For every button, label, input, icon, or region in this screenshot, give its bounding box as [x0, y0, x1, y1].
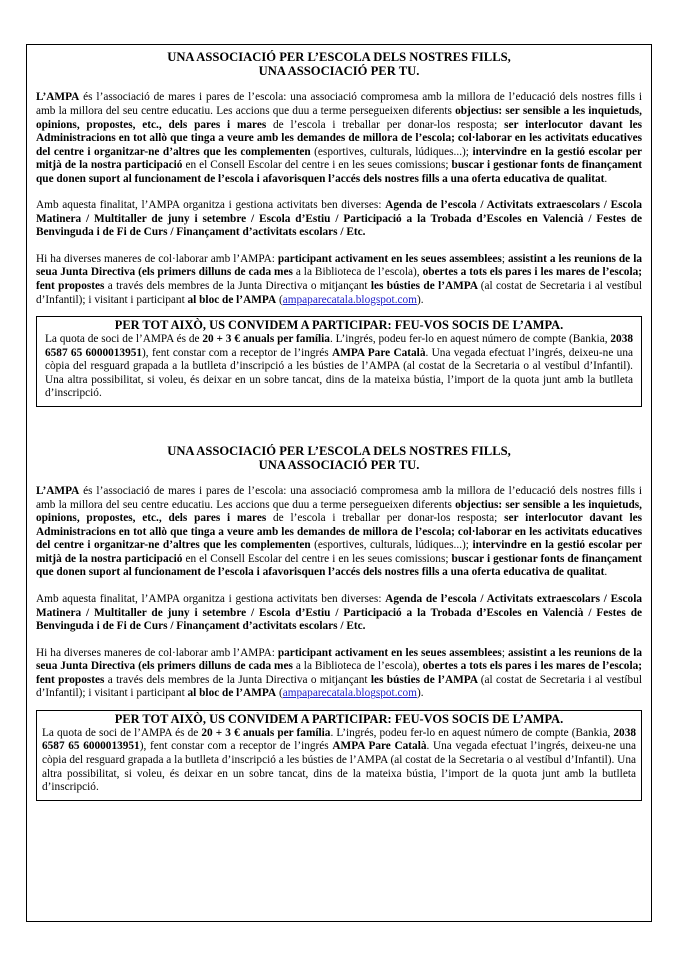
bold-text-run: 20 + 3 € anuals per família [202, 333, 330, 346]
bold-text-run: AMPA Pare Català [332, 740, 427, 753]
text-run: Hi ha diverses maneres de col·laborar amb l’AMPA: [36, 252, 278, 265]
text-run: ), fent constar com a receptor de l’ingrés [139, 740, 333, 753]
bold-text-run: participant activament en les seues assemblees [277, 646, 502, 659]
text-run: de l’escola i treballar per donar-los resposta; [273, 512, 505, 525]
bold-text-run: obertes a tots els pares i les mares de l’escola; fent propostes [36, 266, 643, 292]
text-run: . [604, 566, 608, 579]
text-run: Amb aquesta finalitat, l’AMPA organitza i gestiona activitats ben diverses: [36, 199, 386, 212]
bold-text-run: intervindre en la gestió escolar per mitjà de la nostra participació [36, 145, 642, 172]
bold-text-run: les bústies de l’AMPA [370, 673, 481, 686]
bold-text-run: assistint a les reunions de la seua Junta Directiva (els primers dilluns de cada mes [36, 252, 642, 279]
text-run: La quota de soci de l’AMPA és de [42, 726, 202, 739]
bold-text-run: objectius: ser sensible a les inquietuds, opinions, propostes, etc., dels pares i mares [36, 498, 642, 525]
section-title-line-2: UNA ASSOCIACIÓ PER TU. [258, 64, 420, 79]
bold-text-run: al bloc de l’AMPA [187, 687, 277, 700]
text-run: ). [416, 293, 424, 306]
bold-text-run: ser interlocutor davant les Administracions en tot allò que tinga a veure amb les demandes de millora de l’escola; col·laborar en les activitats educatives del centre i organitzar-ne d’altres que les complementen [36, 512, 642, 552]
text-run: és l’associació de mares i pares de l’escola: una associació compromesa amb la millora de l’educació dels nostres fills i amb la millora del seu centre educatiu. Les accions que duu a terme persegueixen diferents [36, 91, 642, 117]
section-title-line-2: UNA ASSOCIACIÓ PER TU. [258, 458, 420, 472]
text-run: és l’associació de mares i pares de l’escola: una associació compromesa amb la millora de l’educació dels nostres fills i amb la millora del seu centre educatiu. Les accions que duu a terme persegueixen diferents [36, 485, 642, 511]
text-run: (al costat de Secretaria i al vestíbul d’Infantil); i visitant i participant [36, 279, 642, 306]
bold-text-run: L’AMPA [36, 485, 80, 498]
text-run: (esportives, culturals, lúdiques...); [314, 145, 473, 158]
membership-invite-heading: PER TOT AIXÒ, US CONVIDEM A PARTICIPAR: FEU-VOS SOCIS DE L’AMPA. [114, 318, 564, 333]
page-border-frame [26, 44, 652, 922]
membership-invite-box [36, 710, 642, 801]
bold-text-run: assistint a les reunions de la seua Junta Directiva (els primers dilluns de cada mes [36, 646, 642, 673]
bold-text-run: les bústies de l’AMPA [370, 279, 481, 292]
text-run: . Una vegada efectuat l’ingrés, deixeu-ne una còpia del resguard grapada a la butlleta d’inscripció a les bústies de l’AMPA (al costat de la Secretaria o al vestíbul d’Infantil). Una altra possibilitat, si voleu, és deixar en un sobre tancat, dins de la mateixa bústia, l’import de la quota junt amb la butlleta d’inscripció. [45, 346, 633, 400]
bold-text-run: Agenda de l’escola / Activitats extraescolars / Escola Matinera / Multitaller de juny i setembre / Escola d’Estiu / Participació a la Trobada d’Escoles en Valencià / Festes de Benvinguda i de Fi de Curs / Finançament d’activitats escolars / Etc. [36, 199, 642, 239]
text-run: a la Biblioteca de l’escola), [295, 660, 423, 673]
bold-text-run: 2038 6587 65 6000013951 [42, 726, 636, 753]
text-run: a través dels membres de la Junta Directiva o mitjançant [107, 673, 371, 686]
text-run: ; [501, 646, 508, 659]
bold-text-run: 2038 6587 65 6000013951 [45, 333, 633, 359]
paragraph-collaborate [36, 253, 642, 307]
text-run: ; [501, 252, 508, 265]
bold-text-run: objectius: ser sensible a les inquietuds, opinions, propostes, etc., dels pares i mares [36, 104, 642, 131]
text-run: ). [416, 687, 424, 700]
section-ampa-flyer-1 [36, 50, 642, 407]
bold-text-run: L’AMPA [36, 91, 80, 104]
text-run: ( [276, 293, 283, 306]
text-run: Amb aquesta finalitat, l’AMPA organitza i gestiona activitats ben diverses: [36, 593, 386, 606]
text-run: La quota de soci de l’AMPA és de [45, 333, 203, 346]
bold-text-run: intervindre en la gestió escolar per mitjà de la nostra participació [36, 539, 642, 565]
section-title-line-1: UNA ASSOCIACIÓ PER L’ESCOLA DELS NOSTRES FILLS, [167, 50, 511, 64]
bold-text-run: Agenda de l’escola / Activitats extraescolars / Escola Matinera / Multitaller de juny i setembre / Escola d’Estiu / Participació a la Trobada d’Escoles en Valencià / Festes de Benvinguda i de Fi de Curs / Finançament d’activitats escolars / Etc. [36, 593, 642, 633]
text-run: . [604, 172, 608, 185]
blog-link[interactable]: ampaparecatala.blogspot.com [282, 687, 417, 700]
bold-text-run: 20 + 3 € anuals per família [201, 726, 331, 739]
bold-text-run: ser interlocutor davant les Administracions en tot allò que tinga a veure amb les demandes de millora de l’escola; col·laborar en les activitats educatives del centre i organitzar-ne d’altres que les complementen [36, 118, 642, 158]
bold-text-run: buscar i gestionar fonts de finançament que donen suport al funcionament de l’escola i afavorisquen l’accés dels nostres fills a una oferta educativa de qualitat [36, 552, 642, 579]
section-title [36, 444, 642, 472]
text-run: ), fent constar com a receptor de l’ingrés [142, 346, 333, 359]
bold-text-run: participant activament en les seues assemblees [277, 252, 502, 265]
membership-invite-box [36, 316, 642, 407]
bold-text-run: AMPA Pare Català [332, 346, 426, 359]
paragraph-activities [36, 199, 642, 240]
bold-text-run: obertes a tots els pares i les mares de l’escola; fent propostes [36, 660, 643, 686]
membership-invite-body [42, 727, 636, 795]
bold-text-run: buscar i gestionar fonts de finançament que donen suport al funcionament de l’escola i afavorisquen l’accés dels nostres fills a una oferta educativa de qualitat [36, 159, 642, 185]
section-title-line-1: UNA ASSOCIACIÓ PER L’ESCOLA DELS NOSTRES FILLS, [167, 443, 511, 458]
section-title [36, 50, 642, 78]
text-run: (esportives, culturals, lúdiques...); [314, 539, 473, 552]
paragraph-activities [36, 593, 642, 634]
text-run: de l’escola i treballar per donar-los resposta; [273, 118, 505, 131]
text-run: en el Consell Escolar del centre i en les seues comissions; [185, 159, 452, 172]
bold-text-run: al bloc de l’AMPA [187, 293, 277, 306]
text-run: . Una vegada efectuat l’ingrés, deixeu-ne una còpia del resguard grapada a la butlleta d’inscripció a les bústies de l’AMPA (al costat de la Secretaria o al vestíbul d’Infantil). Una altra possibilitat, si voleu, és deixar en un sobre tancat, dins de la mateixa bústia, l’import de la quota junt amb la butlleta d’inscripció. [42, 740, 636, 794]
text-run: a través dels membres de la Junta Directiva o mitjançant [107, 279, 371, 292]
text-run: Hi ha diverses maneres de col·laborar amb l’AMPA: [36, 646, 278, 659]
text-run: (al costat de Secretaria i al vestíbul d’Infantil); i visitant i participant [36, 673, 642, 700]
text-run: . L’ingrés, podeu fer-lo en aquest número de compte (Bankia, [330, 726, 614, 739]
membership-invite-heading: PER TOT AIXÒ, US CONVIDEM A PARTICIPAR: FEU-VOS SOCIS DE L’AMPA. [114, 711, 564, 726]
text-run: ( [276, 687, 283, 700]
text-run: a la Biblioteca de l’escola), [295, 266, 423, 279]
text-run: . L’ingrés, podeu fer-lo en aquest número de compte (Bankia, [329, 333, 611, 346]
membership-invite-body [45, 333, 633, 401]
paragraph-ampa-intro [36, 485, 642, 580]
paragraph-collaborate [36, 647, 642, 701]
blog-link[interactable]: ampaparecatala.blogspot.com [282, 293, 417, 306]
text-run: en el Consell Escolar del centre i en les seues comissions; [185, 552, 452, 565]
section-ampa-flyer-2 [36, 444, 642, 801]
paragraph-ampa-intro [36, 91, 642, 186]
